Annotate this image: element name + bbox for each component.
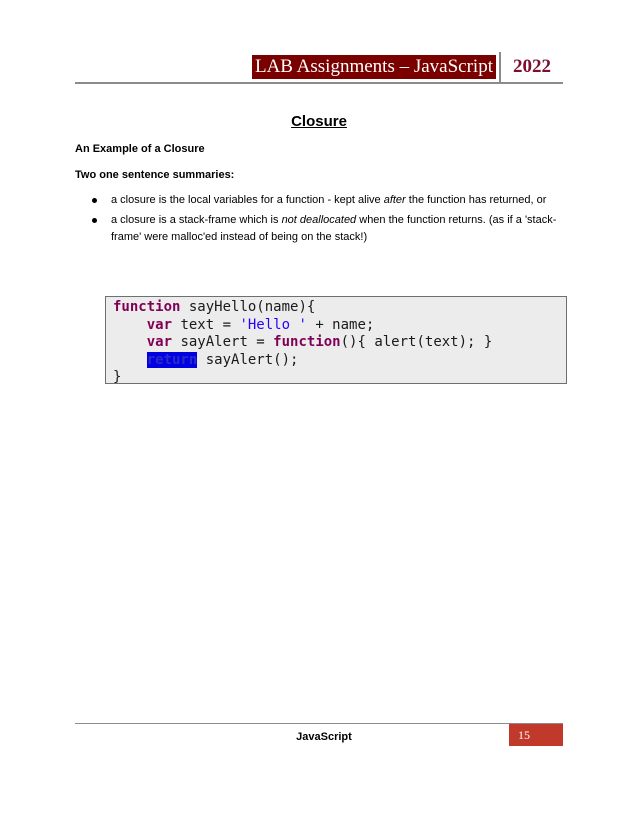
code-keyword: function bbox=[113, 299, 181, 315]
code-keyword: var bbox=[146, 334, 173, 350]
code-block bbox=[105, 296, 567, 384]
bullet-text-before: a closure is the local variables for a function - kept alive bbox=[111, 194, 384, 206]
bullet-emphasis: after bbox=[383, 194, 406, 206]
code-keyword: function bbox=[273, 334, 341, 350]
bullet-text-after: when the function returns. (as if a 'stack-frame' were malloc'ed instead of being on the stack!) bbox=[111, 214, 557, 243]
footer-label: JavaScript bbox=[296, 731, 352, 743]
code-string: 'Hello ' bbox=[239, 316, 307, 333]
header-separator bbox=[499, 52, 501, 83]
list-item bbox=[75, 212, 565, 246]
code-text: text = bbox=[172, 316, 240, 333]
header-year: 2022 bbox=[513, 56, 551, 77]
header-title: LAB Assignments – JavaScript bbox=[252, 55, 496, 79]
page-title-text: Closure bbox=[291, 113, 347, 130]
footer-rule bbox=[75, 723, 563, 724]
code-text: + name; bbox=[306, 316, 375, 333]
summary-list bbox=[75, 192, 565, 249]
page-title bbox=[0, 113, 638, 130]
bullet-text-after: the function has returned, or bbox=[405, 194, 547, 206]
code-keyword-selected[interactable]: return bbox=[146, 351, 198, 368]
code-keyword: var bbox=[146, 316, 173, 333]
section-subheading: An Example of a Closure bbox=[75, 143, 205, 155]
bullet-text-before: a closure is a stack-frame which is bbox=[111, 214, 282, 226]
list-item bbox=[75, 192, 565, 209]
code-text: } bbox=[113, 369, 122, 385]
code-text: sayAlert(); bbox=[197, 351, 299, 368]
code-text: sayAlert = bbox=[172, 334, 274, 350]
summary-heading: Two one sentence summaries: bbox=[75, 169, 235, 181]
header-rule bbox=[75, 82, 563, 84]
page-header bbox=[75, 50, 563, 84]
page-number-badge: 15 bbox=[509, 724, 563, 746]
bullet-emphasis: not deallocated bbox=[281, 214, 357, 226]
code-text: (){ alert(text); } bbox=[340, 334, 493, 350]
code-text: sayHello(name){ bbox=[180, 299, 316, 315]
